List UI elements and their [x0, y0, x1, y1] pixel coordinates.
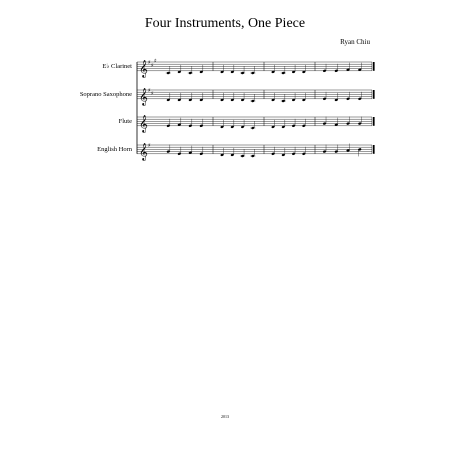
instrument-label: English Horn	[97, 146, 132, 153]
footer-year: 2013	[221, 414, 229, 419]
treble-clef-icon: 𝄞	[139, 59, 148, 78]
composer-name: Ryan Chiu	[340, 38, 370, 46]
instrument-label: Flute	[118, 118, 132, 125]
instrument-label: E♭ Clarinet	[102, 63, 132, 70]
instrument-label: Soprano Saxophone	[79, 91, 132, 98]
treble-clef-icon: 𝄞	[139, 87, 148, 106]
sharp-icon: ♯	[148, 87, 151, 94]
sharp-icon: ♯	[154, 58, 157, 65]
sharp-icon: ♯	[151, 63, 154, 70]
treble-clef-icon: 𝄞	[139, 142, 148, 161]
treble-clef-icon: 𝄞	[139, 114, 148, 133]
score-title: Four Instruments, One Piece	[144, 16, 306, 31]
sharp-icon: ♯	[148, 142, 151, 149]
sharp-icon: ♯	[151, 91, 154, 98]
sharp-icon: ♯	[148, 59, 151, 66]
